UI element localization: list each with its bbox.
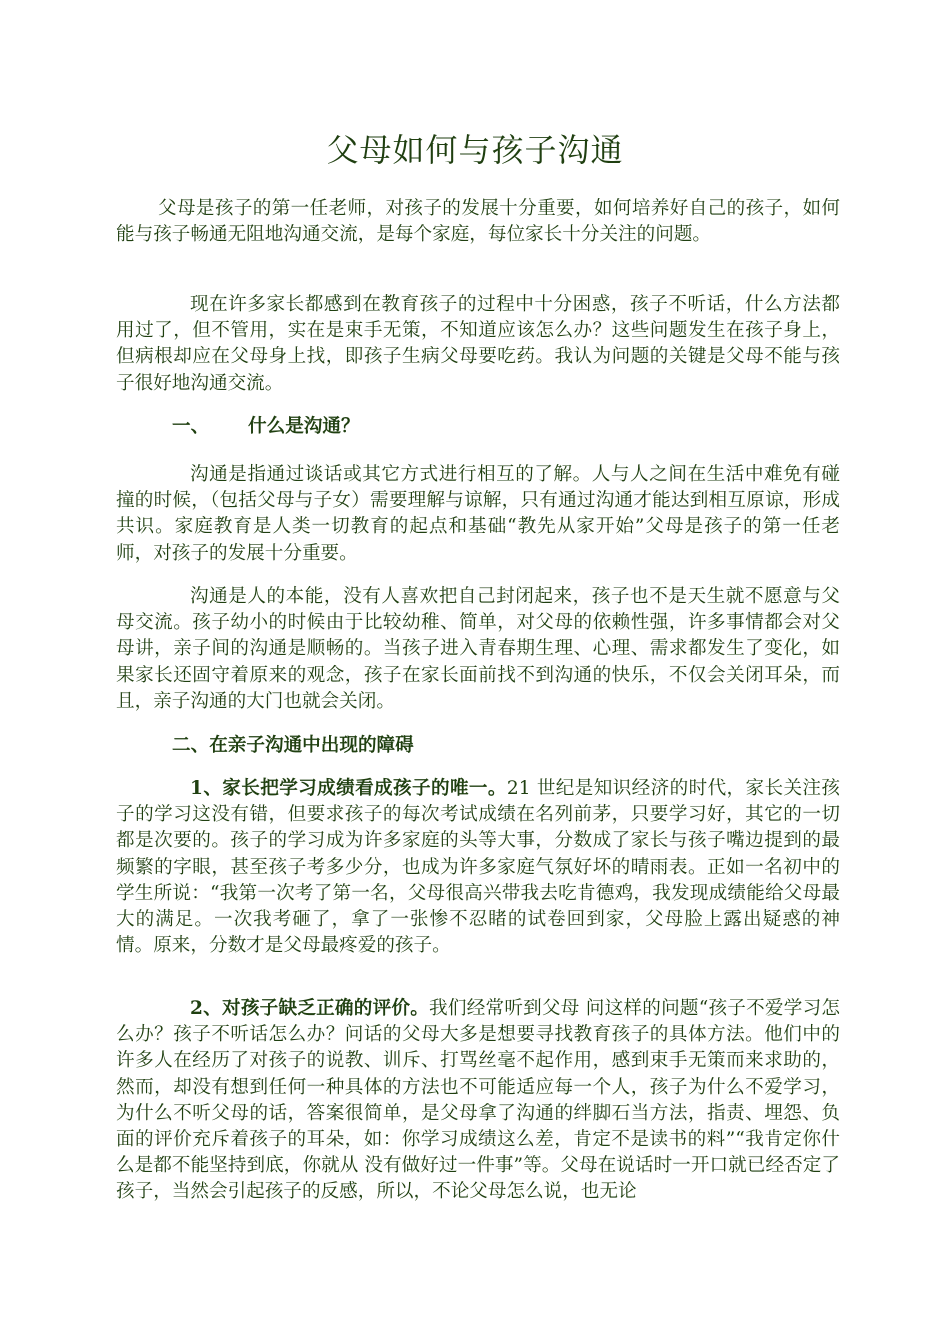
item-1-body: 21 世纪是知识经济的时代，家长关注孩子的学习这没有错，但要求孩子的每次考试成绩在名列前茅，只要学习好，其它的一切都是次要的。孩子的学习成为许多家庭的头等大事，分数成了家长与孩子嘴边提到的最频繁的字眼，甚至孩子考多少分，也成为许多家庭气氛好坏的晴雨表。正如一名初中的学生所说：“我第一次考了第一名，父母很高兴带我去吃肯德鸡，我发现成绩能给父母最大的满足。一次我考砸了，拿了一张惨不忍睹的试卷回到家，父母脸上露出疑惑的神情。原来，分数才是父母最疼爱的孩子。 [116, 778, 840, 957]
intro-paragraph-2: 现在许多家长都感到在教育孩子的过程中十分困惑，孩子不听话，什么方法都用过了，但不管用，实在是束手无策，不知道应该怎么办？这些问题发生在孩子身上，但病根却应在父母身上找，即孩子生病父母要吃药。我认为问题的关键是父母不能与孩子很好地沟通交流。 [116, 294, 840, 394]
section-2-heading: 二、在亲子沟通中出现的障碍 [172, 735, 414, 756]
item-2-body: 我们经常听到父母 问这样的问题“孩子不爱学习怎么办？孩子不听话怎么办？问话的父母大多是想要寻找教育孩子的具体方法。他们中的许多人在经历了对孩子的说教、训斥、打骂丝毫不起作用，感到束手无策而来求助的，然而，却没有想到任何一种具体的方法也不可能适应每一个人，孩子为什么不爱学习，为什么不听父母的话，答案很简单，是父母拿了沟通的绊脚石当方法，指责、埋怨、负面的评价充斥着孩子的耳朵，如：你学习成绩这么差，肯定不是读书的料”“我肯定你什么是都不能坚持到底，你就从 没有做好过一件事”等。父母在说话时一开口就已经否定了孩子，当然会引起孩子的反感，所以，不论父母怎么说，也无论 [116, 998, 840, 1203]
item-2-lead: 2、对孩子缺乏正确的评价。 [190, 998, 430, 1019]
document-title: 父母如何与孩子沟通 [326, 131, 624, 169]
section-2-item-2 [116, 996, 840, 1206]
section-1-paragraph-1: 沟通是指通过谈话或其它方式进行相互的了解。人与人之间在生活中难免有碰撞的时候，（包括父母与子女）需要理解与谅解，只有通过沟通才能达到相互原谅，形成共识。家庭教育是人类一切教育的起点和基础“教先从家开始”父母是孩子的第一任老师，对孩子的发展十分重要。 [116, 464, 840, 564]
section-1-paragraph-2: 沟通是人的本能，没有人喜欢把自己封闭起来，孩子也不是天生就不愿意与父母交流。孩子幼小的时候由于比较幼稚、简单，对父母的依赖性强，许多事情都会对父母讲，亲子间的沟通是顺畅的。当孩子进入青春期生理、心理、需求都发生了变化，如果家长还固守着原来的观念，孩子在家长面前找不到沟通的快乐，不仅会关闭耳朵，而且，亲子沟通的大门也就会关闭。 [116, 586, 840, 712]
section-2-item-1 [116, 776, 840, 959]
section-1-heading [172, 414, 360, 440]
intro-paragraph-1: 父母是孩子的第一任老师，对孩子的发展十分重要，如何培养好自己的孩子，如何能与孩子畅通无阻地沟通交流，是每个家庭，每位家长十分关注的问题。 [116, 198, 840, 246]
section-1-title: 什么是沟通？ [248, 416, 360, 437]
section-1-number: 一、 [172, 416, 210, 437]
item-1-lead: 1、家长把学习成绩看成孩子的唯一。 [190, 778, 507, 799]
